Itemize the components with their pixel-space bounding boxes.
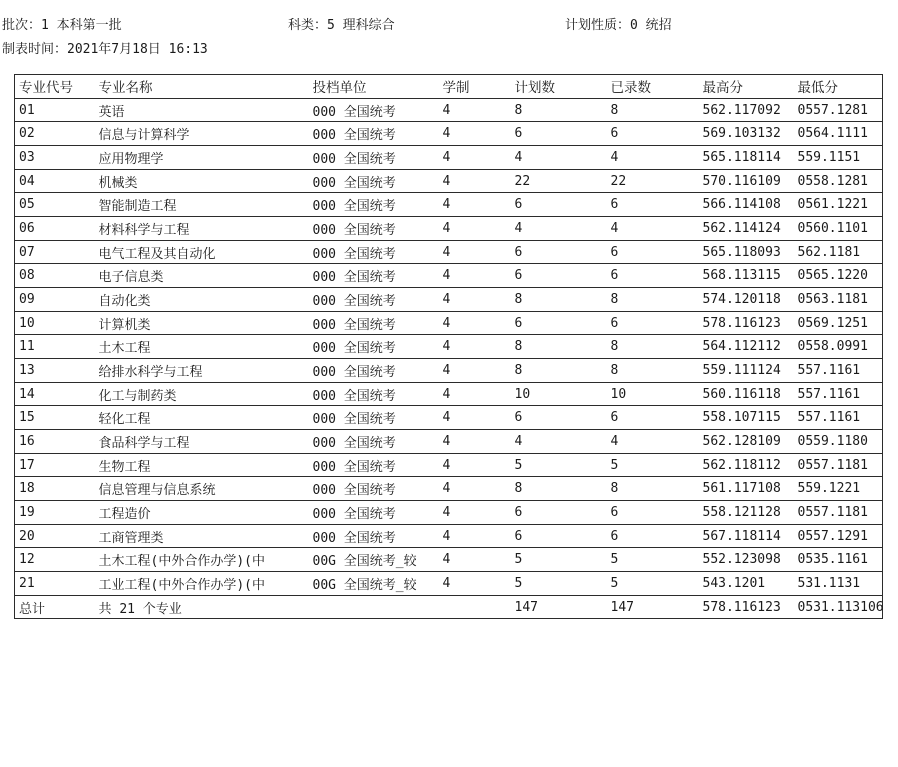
cell-major-code: 05 — [15, 193, 95, 217]
cell-duration: 4 — [439, 501, 511, 525]
cell-max-score: 562.114124 — [699, 217, 794, 241]
table-row — [15, 359, 883, 383]
table-row — [15, 240, 883, 264]
cell-unit: 000 全国统考 — [309, 98, 439, 122]
batch-label: 批次：1 本科第一批 — [2, 18, 122, 33]
cell-plan-count: 6 — [511, 406, 607, 430]
cell-major-name: 材料科学与工程 — [95, 217, 309, 241]
cell-admitted-count: 8 — [607, 98, 699, 122]
cell-major-code: 11 — [15, 335, 95, 359]
cell-admitted-count: 6 — [607, 193, 699, 217]
table-row — [15, 453, 883, 477]
cell-min-score: 0557.1281 — [794, 98, 883, 122]
cell-min-score: 557.1161 — [794, 406, 883, 430]
cell-plan-count: 4 — [511, 217, 607, 241]
cell-admitted-count: 6 — [607, 264, 699, 288]
cell-admitted-count: 10 — [607, 382, 699, 406]
table-row — [15, 169, 883, 193]
table-row — [15, 477, 883, 501]
cell-duration: 4 — [439, 98, 511, 122]
cell-plan-count: 4 — [511, 430, 607, 454]
table-row — [15, 501, 883, 525]
cell-duration: 4 — [439, 122, 511, 146]
cell-major-name: 应用物理学 — [95, 146, 309, 170]
cell-unit: 000 全国统考 — [309, 288, 439, 312]
cell-min-score: 0561.1221 — [794, 193, 883, 217]
cell-min-score: 0564.1111 — [794, 122, 883, 146]
cell-duration: 4 — [439, 217, 511, 241]
cell-major-code: 13 — [15, 359, 95, 383]
cell-min-score: 0535.1161 — [794, 548, 883, 572]
cell-max-score: 565.118114 — [699, 146, 794, 170]
total-max-score: 578.116123 — [699, 595, 794, 619]
cell-major-name: 化工与制药类 — [95, 382, 309, 406]
cell-major-name: 信息与计算科学 — [95, 122, 309, 146]
cell-plan-count: 6 — [511, 193, 607, 217]
cell-duration: 4 — [439, 453, 511, 477]
table-row — [15, 548, 883, 572]
cell-major-code: 15 — [15, 406, 95, 430]
cell-max-score: 568.113115 — [699, 264, 794, 288]
table-row — [15, 335, 883, 359]
cell-duration: 4 — [439, 524, 511, 548]
cell-duration: 4 — [439, 311, 511, 335]
total-duration — [439, 595, 511, 619]
cell-admitted-count: 22 — [607, 169, 699, 193]
cell-major-name: 自动化类 — [95, 288, 309, 312]
cell-max-score: 567.118114 — [699, 524, 794, 548]
cell-max-score: 562.117092 — [699, 98, 794, 122]
col-header-major-name: 专业名称 — [95, 75, 309, 99]
cell-unit: 00G 全国统考_较 — [309, 572, 439, 596]
table-row — [15, 264, 883, 288]
cell-major-code: 02 — [15, 122, 95, 146]
cell-major-name: 计算机类 — [95, 311, 309, 335]
cell-plan-count: 6 — [511, 501, 607, 525]
cell-duration: 4 — [439, 359, 511, 383]
cell-unit: 000 全国统考 — [309, 217, 439, 241]
cell-duration: 4 — [439, 430, 511, 454]
cell-duration: 4 — [439, 548, 511, 572]
cell-max-score: 561.117108 — [699, 477, 794, 501]
cell-min-score: 0557.1181 — [794, 501, 883, 525]
cell-max-score: 574.120118 — [699, 288, 794, 312]
total-min-score: 0531.113106 — [794, 595, 883, 619]
created-time-label: 制表时间：2021年7月18日 16:13 — [2, 42, 208, 57]
col-header-duration: 学制 — [439, 75, 511, 99]
cell-major-name: 英语 — [95, 98, 309, 122]
table-row — [15, 288, 883, 312]
table-header-row — [15, 75, 883, 99]
cell-major-code: 16 — [15, 430, 95, 454]
cell-unit: 000 全国统考 — [309, 169, 439, 193]
cell-plan-count: 22 — [511, 169, 607, 193]
col-header-unit: 投档单位 — [309, 75, 439, 99]
cell-major-name: 土木工程(中外合作办学)(中 — [95, 548, 309, 572]
cell-max-score: 560.116118 — [699, 382, 794, 406]
cell-unit: 000 全国统考 — [309, 122, 439, 146]
cell-unit: 000 全国统考 — [309, 193, 439, 217]
cell-admitted-count: 6 — [607, 122, 699, 146]
table-row — [15, 146, 883, 170]
cell-duration: 4 — [439, 240, 511, 264]
table-row — [15, 193, 883, 217]
cell-major-name: 土木工程 — [95, 335, 309, 359]
cell-unit: 000 全国统考 — [309, 264, 439, 288]
cell-max-score: 569.103132 — [699, 122, 794, 146]
cell-unit: 000 全国统考 — [309, 501, 439, 525]
table-body — [15, 98, 883, 595]
total-admitted: 147 — [607, 595, 699, 619]
cell-major-code: 17 — [15, 453, 95, 477]
cell-admitted-count: 8 — [607, 335, 699, 359]
cell-max-score: 558.121128 — [699, 501, 794, 525]
cell-major-name: 电子信息类 — [95, 264, 309, 288]
col-header-admitted: 已录数 — [607, 75, 699, 99]
col-header-major-code: 专业代号 — [15, 75, 95, 99]
table-row — [15, 406, 883, 430]
cell-max-score: 552.123098 — [699, 548, 794, 572]
cell-admitted-count: 8 — [607, 359, 699, 383]
cell-admitted-count: 6 — [607, 311, 699, 335]
cell-duration: 4 — [439, 288, 511, 312]
cell-major-code: 19 — [15, 501, 95, 525]
cell-plan-count: 8 — [511, 98, 607, 122]
cell-unit: 000 全国统考 — [309, 477, 439, 501]
cell-major-code: 21 — [15, 572, 95, 596]
total-row — [15, 595, 883, 619]
cell-major-name: 生物工程 — [95, 453, 309, 477]
cell-plan-count: 8 — [511, 477, 607, 501]
cell-major-code: 09 — [15, 288, 95, 312]
cell-unit: 000 全国统考 — [309, 430, 439, 454]
table-row — [15, 572, 883, 596]
cell-unit: 000 全国统考 — [309, 311, 439, 335]
cell-plan-count: 4 — [511, 146, 607, 170]
cell-major-code: 18 — [15, 477, 95, 501]
cell-major-name: 智能制造工程 — [95, 193, 309, 217]
cell-major-code: 07 — [15, 240, 95, 264]
cell-major-code: 01 — [15, 98, 95, 122]
cell-plan-count: 6 — [511, 311, 607, 335]
cell-plan-count: 6 — [511, 122, 607, 146]
cell-min-score: 0560.1101 — [794, 217, 883, 241]
cell-unit: 000 全国统考 — [309, 240, 439, 264]
cell-major-name: 信息管理与信息系统 — [95, 477, 309, 501]
cell-admitted-count: 6 — [607, 501, 699, 525]
cell-max-score: 562.128109 — [699, 430, 794, 454]
cell-duration: 4 — [439, 193, 511, 217]
cell-min-score: 0569.1251 — [794, 311, 883, 335]
cell-admitted-count: 6 — [607, 240, 699, 264]
cell-admitted-count: 6 — [607, 406, 699, 430]
total-label: 总计 — [15, 595, 95, 619]
col-header-plan: 计划数 — [511, 75, 607, 99]
cell-plan-count: 5 — [511, 548, 607, 572]
cell-unit: 000 全国统考 — [309, 335, 439, 359]
cell-plan-count: 5 — [511, 572, 607, 596]
total-major-count: 共 21 个专业 — [95, 595, 309, 619]
table-row — [15, 524, 883, 548]
cell-major-code: 06 — [15, 217, 95, 241]
cell-major-name: 工程造价 — [95, 501, 309, 525]
cell-major-name: 工业工程(中外合作办学)(中 — [95, 572, 309, 596]
cell-major-code: 12 — [15, 548, 95, 572]
cell-max-score: 565.118093 — [699, 240, 794, 264]
cell-admitted-count: 4 — [607, 217, 699, 241]
cell-duration: 4 — [439, 264, 511, 288]
cell-max-score: 570.116109 — [699, 169, 794, 193]
cell-major-name: 给排水科学与工程 — [95, 359, 309, 383]
cell-plan-count: 8 — [511, 359, 607, 383]
table-row — [15, 122, 883, 146]
cell-min-score: 0558.0991 — [794, 335, 883, 359]
table-row — [15, 98, 883, 122]
cell-unit: 000 全国统考 — [309, 146, 439, 170]
total-unit — [309, 595, 439, 619]
cell-max-score: 543.1201 — [699, 572, 794, 596]
cell-max-score: 566.114108 — [699, 193, 794, 217]
cell-max-score: 559.111124 — [699, 359, 794, 383]
cell-admitted-count: 6 — [607, 524, 699, 548]
col-header-max-score: 最高分 — [699, 75, 794, 99]
cell-plan-count: 6 — [511, 264, 607, 288]
table-row — [15, 311, 883, 335]
cell-plan-count: 10 — [511, 382, 607, 406]
cell-min-score: 0558.1281 — [794, 169, 883, 193]
cell-unit: 000 全国统考 — [309, 453, 439, 477]
cell-duration: 4 — [439, 146, 511, 170]
cell-min-score: 559.1151 — [794, 146, 883, 170]
cell-min-score: 559.1221 — [794, 477, 883, 501]
cell-major-code: 03 — [15, 146, 95, 170]
cell-unit: 000 全国统考 — [309, 382, 439, 406]
col-header-min-score: 最低分 — [794, 75, 883, 99]
cell-max-score: 562.118112 — [699, 453, 794, 477]
cell-admitted-count: 5 — [607, 453, 699, 477]
category-label: 科类：5 理科综合 — [288, 18, 395, 33]
cell-min-score: 531.1131 — [794, 572, 883, 596]
cell-major-code: 08 — [15, 264, 95, 288]
cell-plan-count: 5 — [511, 453, 607, 477]
cell-major-name: 食品科学与工程 — [95, 430, 309, 454]
cell-unit: 000 全国统考 — [309, 524, 439, 548]
cell-duration: 4 — [439, 406, 511, 430]
cell-min-score: 0557.1291 — [794, 524, 883, 548]
cell-admitted-count: 5 — [607, 548, 699, 572]
total-plan: 147 — [511, 595, 607, 619]
cell-max-score: 578.116123 — [699, 311, 794, 335]
cell-min-score: 0563.1181 — [794, 288, 883, 312]
cell-admitted-count: 4 — [607, 430, 699, 454]
plan-type-label: 计划性质：0 统招 — [565, 18, 672, 33]
cell-plan-count: 8 — [511, 288, 607, 312]
table-row — [15, 382, 883, 406]
cell-unit: 000 全国统考 — [309, 359, 439, 383]
cell-admitted-count: 8 — [607, 288, 699, 312]
cell-admitted-count: 5 — [607, 572, 699, 596]
cell-max-score: 564.112112 — [699, 335, 794, 359]
cell-min-score: 557.1161 — [794, 359, 883, 383]
cell-min-score: 562.1181 — [794, 240, 883, 264]
cell-major-code: 04 — [15, 169, 95, 193]
cell-major-code: 10 — [15, 311, 95, 335]
cell-major-code: 14 — [15, 382, 95, 406]
cell-major-name: 机械类 — [95, 169, 309, 193]
admission-score-table — [14, 74, 883, 619]
cell-unit: 000 全国统考 — [309, 406, 439, 430]
cell-min-score: 0557.1181 — [794, 453, 883, 477]
cell-unit: 00G 全国统考_较 — [309, 548, 439, 572]
cell-plan-count: 6 — [511, 524, 607, 548]
cell-duration: 4 — [439, 335, 511, 359]
cell-admitted-count: 4 — [607, 146, 699, 170]
cell-max-score: 558.107115 — [699, 406, 794, 430]
cell-duration: 4 — [439, 382, 511, 406]
cell-plan-count: 8 — [511, 335, 607, 359]
cell-admitted-count: 8 — [607, 477, 699, 501]
table-row — [15, 217, 883, 241]
table-row — [15, 430, 883, 454]
cell-major-name: 轻化工程 — [95, 406, 309, 430]
cell-min-score: 557.1161 — [794, 382, 883, 406]
cell-major-code: 20 — [15, 524, 95, 548]
cell-major-name: 电气工程及其自动化 — [95, 240, 309, 264]
cell-duration: 4 — [439, 477, 511, 501]
cell-duration: 4 — [439, 169, 511, 193]
cell-duration: 4 — [439, 572, 511, 596]
cell-major-name: 工商管理类 — [95, 524, 309, 548]
cell-plan-count: 6 — [511, 240, 607, 264]
cell-min-score: 0559.1180 — [794, 430, 883, 454]
cell-min-score: 0565.1220 — [794, 264, 883, 288]
